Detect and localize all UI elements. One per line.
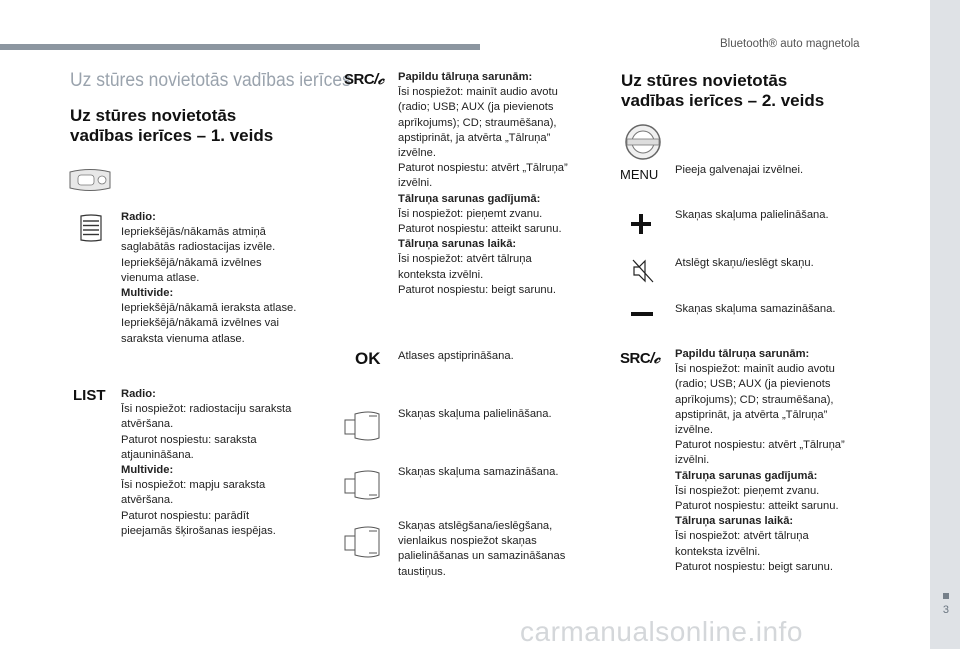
text-line: atvēršana. xyxy=(121,418,174,431)
subheading: Tālruņa sarunas laikā: xyxy=(398,238,517,251)
scroll-wheel-icon xyxy=(78,214,104,242)
text-line: Īsi nospiežot: mapju saraksta xyxy=(121,479,266,492)
steering-control-icon xyxy=(66,167,114,193)
mute-icon xyxy=(632,258,654,284)
subheading: Multivide: xyxy=(121,287,174,300)
mute-buttons-icon xyxy=(343,523,383,561)
text-line: Paturot nospiestu: atteikt sarunu. xyxy=(675,500,839,513)
heading-type-1: Uz stūres novietotās vadības ierīces – 1. veids xyxy=(70,106,274,145)
text-line: Paturot nospiestu: atvērt „Tālruņa” xyxy=(675,439,845,452)
menu-description: Pieeja galvenajai izvēlnei. xyxy=(675,164,804,176)
text-line: Paturot nospiestu: beigt sarunu. xyxy=(675,560,833,573)
text-line: Īsi nospiežot: mainīt audio avotu xyxy=(675,363,835,376)
sidebar-marker xyxy=(943,593,949,599)
subheading: Radio: xyxy=(121,211,156,223)
text-line: Paturot nospiestu: atteikt sarunu. xyxy=(398,223,562,236)
phone-slash-icon: /𝒸 xyxy=(374,71,384,88)
src-label-type-2: SRC/𝒸 xyxy=(620,350,660,367)
text-line: vienlaikus nospiežot skaņas xyxy=(398,535,537,548)
text-line: vienuma atlase. xyxy=(121,271,200,284)
text-line: izvēlne. xyxy=(398,147,436,160)
text-line: izvēlni. xyxy=(675,454,710,467)
text-line: izvēlni. xyxy=(398,177,433,190)
text-line: konteksta izvēlni. xyxy=(398,268,484,281)
text-line: atjaunināšana. xyxy=(121,448,194,461)
text-line: Iepriekšējā/nākamā ieraksta atlase. xyxy=(121,302,297,315)
text-line: Paturot nospiestu: parādīt xyxy=(121,509,250,522)
text-line: Īsi nospiežot: mainīt audio avotu xyxy=(398,86,558,99)
subheading: Radio: xyxy=(121,388,156,400)
plus-icon xyxy=(630,213,652,235)
text-line: Paturot nospiestu: beigt sarunu. xyxy=(398,283,556,296)
text-line: Iepriekšējā/nākamā izvēlnes xyxy=(121,256,262,269)
text-line: Paturot nospiestu: atvērt „Tālruņa” xyxy=(398,162,568,175)
text-line: izvēlne. xyxy=(675,424,713,437)
text-line: Īsi nospiežot: pieņemt zvanu. xyxy=(675,484,820,497)
header-rule xyxy=(0,44,480,50)
text-line: (radio; USB; AUX (ja pievienots xyxy=(675,378,831,391)
subheading: Tālruņa sarunas gadījumā: xyxy=(675,469,818,482)
plus-description: Skaņas skaļuma palielināšana. xyxy=(675,209,829,221)
text-line: Iepriekšējās/nākamās atmiņā xyxy=(121,226,266,239)
text-line: Īsi nospiežot: pieņemt zvanu. xyxy=(398,207,543,220)
ok-description: Atlases apstiprināšana. xyxy=(398,350,514,362)
text-line: Īsi nospiežot: atvērt tālruņa xyxy=(398,253,532,266)
text-line: Iepriekšējā/nākamā izvēlnes vai xyxy=(121,317,279,330)
section-title: Uz stūres novietotās vadības ierīces xyxy=(70,70,351,91)
subheading: Multivide: xyxy=(121,464,174,477)
page-number: 3 xyxy=(942,604,949,616)
running-title: Bluetooth® auto magnetola xyxy=(720,38,860,50)
list-description xyxy=(121,387,331,539)
src-description-type-2 xyxy=(675,347,875,575)
volume-down-button-icon xyxy=(343,467,383,503)
menu-label: MENU xyxy=(620,167,659,182)
subheading: Papildu tālruņa sarunām: xyxy=(398,71,533,83)
text-line: Skaņas atslēgšana/ieslēgšana, xyxy=(398,520,553,532)
text-line: saglabātās radiostacijas izvēle. xyxy=(121,241,276,254)
mute-toggle-description: Atslēgt skaņu/ieslēgt skaņu. xyxy=(675,257,814,269)
text-line: palielināšanas un samazināšanas xyxy=(398,550,566,563)
steering-wheel-icon xyxy=(623,122,663,162)
wheel-description xyxy=(121,210,331,347)
text-line: pieejamās šķirošanas iespējas. xyxy=(121,524,276,537)
text-line: Paturot nospiestu: saraksta xyxy=(121,433,257,446)
text-line: Īsi nospiežot: atvērt tālruņa xyxy=(675,530,809,543)
text-line: (radio; USB; AUX (ja pievienots xyxy=(398,101,554,114)
text-line: apstiprināt, ja atvērta „Tālruņa” xyxy=(675,408,828,421)
text-line: taustiņus. xyxy=(398,565,446,578)
list-label: LIST xyxy=(73,387,106,404)
subheading: Tālruņa sarunas laikā: xyxy=(675,515,794,528)
phone-slash-icon: /𝒸 xyxy=(650,350,660,367)
page-sidebar xyxy=(930,0,960,649)
heading-type-2: Uz stūres novietotās vadības ierīces – 2. veids xyxy=(621,71,825,110)
text-line: aprīkojums); CD; straumēšana), xyxy=(675,393,834,406)
mute-description xyxy=(398,519,598,580)
subheading: Tālruņa sarunas gadījumā: xyxy=(398,192,541,205)
volume-up-description: Skaņas skaļuma palielināšana. xyxy=(398,408,552,420)
watermark: carmanualsonline.info xyxy=(520,616,803,647)
src-description xyxy=(398,70,603,298)
text-line: Īsi nospiežot: radiostaciju saraksta xyxy=(121,403,292,416)
minus-icon xyxy=(631,311,653,317)
text-line: apstiprināt, ja atvērta „Tālruņa” xyxy=(398,131,551,144)
minus-description: Skaņas skaļuma samazināšana. xyxy=(675,303,836,315)
ok-label: OK xyxy=(355,349,381,368)
volume-up-button-icon xyxy=(343,408,383,444)
subheading: Papildu tālruņa sarunām: xyxy=(675,348,810,360)
text-line: atvēršana. xyxy=(121,494,174,507)
src-label: SRC/𝒸 xyxy=(344,71,384,88)
text-line: aprīkojums); CD; straumēšana), xyxy=(398,116,557,129)
volume-down-description: Skaņas skaļuma samazināšana. xyxy=(398,466,559,478)
text-line: saraksta vienuma atlase. xyxy=(121,332,245,345)
text-line: konteksta izvēlni. xyxy=(675,545,761,558)
